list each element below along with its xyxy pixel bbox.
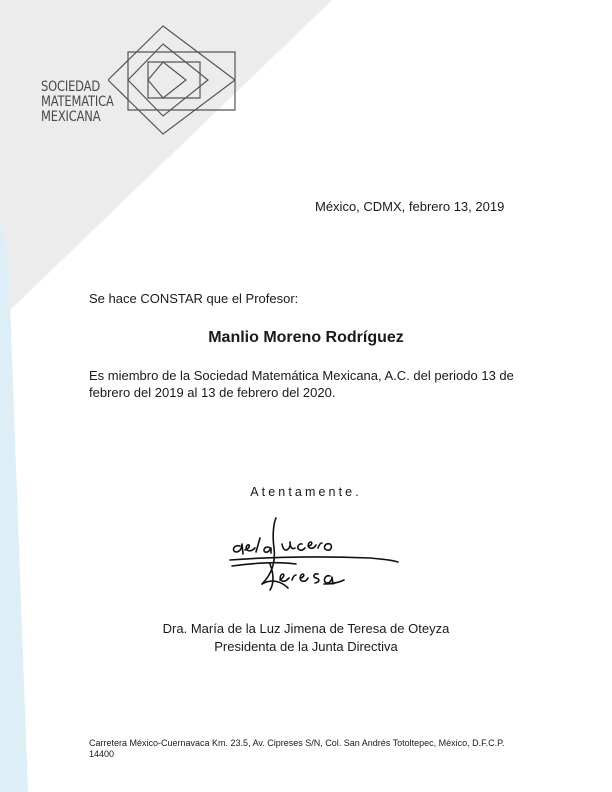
logo-line-3: MEXICANA — [41, 109, 101, 125]
handwritten-signature — [226, 516, 402, 592]
letter-closing: Atentamente. — [250, 485, 362, 499]
signer-title: Presidenta de la Junta Directiva — [214, 639, 398, 654]
nested-squares-icon — [108, 22, 238, 140]
signer-block — [0, 620, 612, 656]
organization-logo-text — [41, 80, 114, 125]
logo-line-2: MATEMATICA — [41, 94, 114, 110]
signer-name: Dra. María de la Luz Jimena de Teresa de Oteyza — [162, 621, 450, 636]
footer-address: Carretera México-Cuernavaca Km. 23.5, Av. Cipreses S/N, Col. San Andrés Totoltepec, México, D.F.C.P. 14400 — [89, 738, 505, 759]
letter-body: Es miembro de la Sociedad Matemática Mexicana, A.C. del periodo 13 de febrero del 2019 al 13 de febrero del 2020. — [89, 368, 514, 400]
member-name: Manlio Moreno Rodríguez — [208, 329, 404, 346]
blue-corner-shape — [0, 225, 28, 792]
logo-line-1: SOCIEDAD — [41, 79, 101, 95]
letter-intro: Se hace CONSTAR que el Profesor: — [89, 291, 299, 306]
letter-date: México, CDMX, febrero 13, 2019 — [315, 199, 505, 214]
